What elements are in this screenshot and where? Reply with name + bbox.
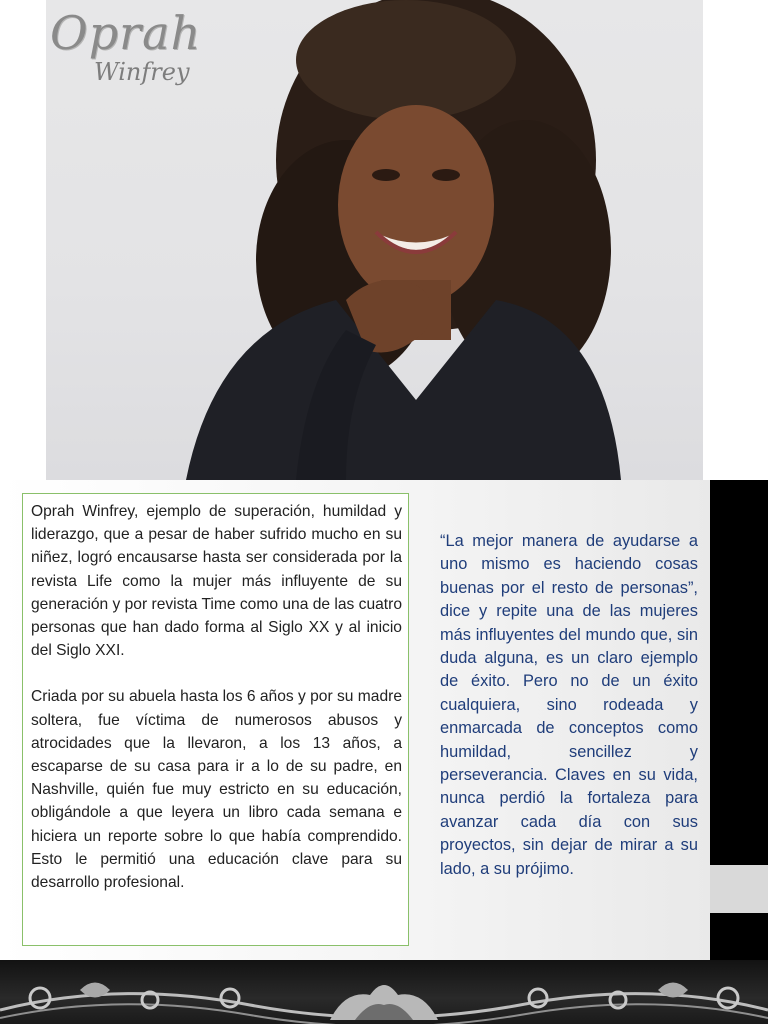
logo-first-name: Oprah	[50, 6, 202, 60]
scroll-ornament	[0, 960, 768, 1024]
side-accent-bar	[710, 865, 768, 913]
logo-last-name: Winfrey	[94, 58, 190, 86]
portrait-photo	[46, 0, 703, 480]
biography-box	[22, 493, 409, 946]
header-area	[0, 0, 768, 480]
oprah-logo	[50, 6, 220, 96]
biography-paragraph-2: Criada por su abuela hasta los 6 años y por su madre soltera, fue víctima de numerosos abusos y atrocidades que la llevaron, a los 13 años, a escaparse de su casa para ir a lo de su padre, en Nashville, quién fue muy estricto en su educación, obligándole a que leyera un libro cada semana e hiciera un reporte sobre lo que había comprendido. Esto le permitió una educación clave para su desarrollo profesional.	[31, 688, 402, 892]
biography-paragraph-1: Oprah Winfrey, ejemplo de superación, humildad y liderazgo, que a pesar de haber sufrido mucho en su niñez, logró encausarse hasta ser considerada por la revista Life como la mujer más influyente de su generación y por revista Time como una de las cuatro personas que han dado forma al Siglo XX y al inicio del Siglo XXI.	[31, 503, 402, 660]
quote-text: “La mejor manera de ayudarse a uno mismo es haciendo cosas buenas por el resto de personas”, dice y repite una de las mujeres más influyentes del mundo que, sin duda alguna, es un claro ejemplo de éxito. Pero no de un éxito cualquiera, sino rodeada y enmarcada de conceptos como humildad, sencillez y perseverancia. Claves en su vida, nunca perdió la fortaleza para avanzar cada día con sus proyectos, sin dejar de mirar a su lado, a su prójimo.	[440, 532, 698, 878]
ornamental-footer	[0, 960, 768, 1024]
